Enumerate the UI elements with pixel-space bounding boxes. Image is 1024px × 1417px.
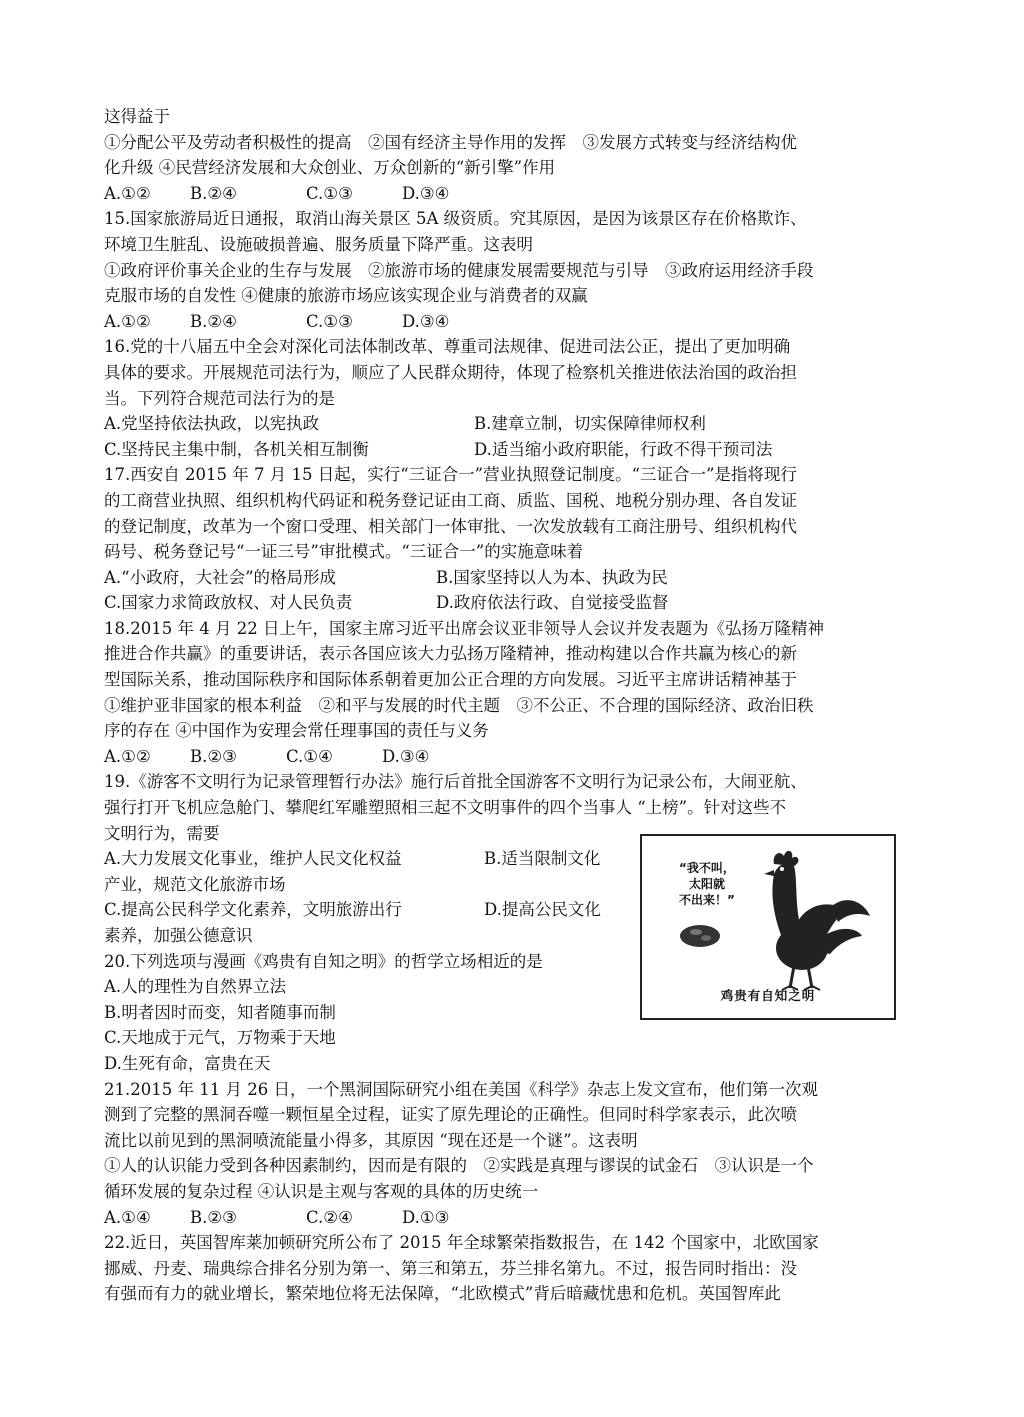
cartoon-caption: 鸡贵有自知之明 bbox=[720, 988, 816, 1003]
question-15-line: 克服市场的自发性 ④健康的旅游市场应该实现企业与消费者的双赢 bbox=[104, 286, 588, 306]
option-a: A.党坚持依法执政，以宪执政 bbox=[104, 414, 320, 434]
option-a: A.①② bbox=[104, 746, 151, 766]
question-21-line: 21.2015 年 11 月 26 日，一个黑洞国际研究小组在美国《科学》杂志上发文宣布，他们第一次观 bbox=[104, 1079, 818, 1099]
option-a: A.①② bbox=[104, 183, 151, 203]
question-15-line: 15.国家旅游局近日通报，取消山海关景区 5A 级资质。究其原因，是因为该景区存在价格欺诈、 bbox=[104, 209, 807, 229]
option-c: C.国家力求简政放权、对人民负责 bbox=[104, 593, 353, 613]
q14-options bbox=[104, 181, 934, 207]
question-17-line: 的登记制度，改革为一个窗口受理、相关部门一体审批、一次发放载有工商注册号、组织机构代 bbox=[104, 516, 797, 536]
question-18-line: ①维护亚非国家的根本利益 ②和平与发展的时代主题 ③不公正、不合理的国际经济、政治旧秩 bbox=[104, 695, 814, 715]
question-20-option: D.生死有命，富贵在天 bbox=[104, 1053, 271, 1073]
option-b-cont: 产业，规范文化旅游市场 bbox=[104, 874, 286, 894]
exam-page bbox=[104, 104, 934, 1307]
question-18-line: 序的存在 ④中国作为安理会常任理事国的责任与义务 bbox=[104, 721, 489, 741]
option-d: D.③④ bbox=[382, 746, 430, 766]
question-17-line: 17.西安自 2015 年 7 月 15 日起，实行“三证合一”营业执照登记制度。“三证合一”是指将现行 bbox=[104, 465, 797, 485]
question-15-line: 环境卫生脏乱、设施破损普遍、服务质量下降严重。这表明 bbox=[104, 234, 533, 254]
question-22-line: 有强而有力的就业增长，繁荣地位将无法保障，“北欧模式”背后暗藏忧患和危机。英国智库此 bbox=[104, 1284, 781, 1304]
question-20-line: 20.下列选项与漫画《鸡贵有自知之明》的哲学立场相近的是 bbox=[104, 951, 543, 971]
speech-line: 不出来！” bbox=[679, 893, 735, 907]
question-17-line: 的工商营业执照、组织机构代码证和税务登记证由工商、质监、国税、地税分别办理、各自发证 bbox=[104, 490, 797, 510]
q19-options-row bbox=[104, 897, 624, 923]
question-16-line: 当。下列符合规范司法行为的是 bbox=[104, 388, 335, 408]
option-d: D.①③ bbox=[402, 1207, 450, 1227]
option-d: D.③④ bbox=[402, 311, 450, 331]
question-21-line: ①人的认识能力受到各种因素制约，因而是有限的 ②实践是真理与谬误的试金石 ③认识是一个 bbox=[104, 1156, 814, 1176]
option-c: C.①③ bbox=[306, 183, 353, 203]
question-15-line: ①政府评价事关企业的生存与发展 ②旅游市场的健康发展需要规范与引导 ③政府运用经济手段 bbox=[104, 260, 814, 280]
option-b: B.②③ bbox=[190, 1207, 237, 1227]
option-b: B.②④ bbox=[190, 183, 237, 203]
option-d-cont: 素养，加强公德意识 bbox=[104, 926, 253, 945]
option-a: A.大力发展文化事业，维护人民文化权益 bbox=[104, 849, 402, 869]
option-a: A.“小政府，大社会”的格局形成 bbox=[104, 567, 337, 587]
question-22-line: 22.近日，英国智库莱加顿研究所公布了 2015 年全球繁荣指数报告，在 142 个国家中，北欧国家 bbox=[104, 1233, 819, 1253]
option-d: D.政府依法行政、自觉接受监督 bbox=[436, 593, 669, 613]
option-b: B.适当限制文化 bbox=[484, 849, 601, 869]
option-c: C.提高公民科学文化素养，文明旅游出行 bbox=[104, 900, 402, 920]
q15-options bbox=[104, 309, 934, 335]
option-c: C.坚持民主集中制，各机关相互制衡 bbox=[104, 439, 369, 459]
q16-options-row bbox=[104, 411, 934, 437]
option-a: A.①② bbox=[104, 311, 151, 331]
question-17-line: 码号、税务登记号“一证三号”审批模式。“三证合一”的实施意味着 bbox=[104, 542, 584, 562]
option-a: A.①④ bbox=[104, 1207, 151, 1227]
question-21-line: 循环发展的复杂过程 ④认识是主观与客观的具体的历史统一 bbox=[104, 1181, 539, 1201]
speech-line: 太阳就 bbox=[688, 877, 725, 891]
question-22-line: 挪威、丹麦、瑞典综合排名分别为第一、第三和第五，芬兰排名第九。不过，报告同时指出：没 bbox=[104, 1258, 797, 1278]
q17-options-row bbox=[104, 565, 934, 591]
question-20-option: B.明者因时而变，知者随事而制 bbox=[104, 1002, 336, 1022]
q19-options-row bbox=[104, 846, 624, 872]
option-c: C.①③ bbox=[306, 311, 353, 331]
option-b: B.建章立制，切实保障律师权利 bbox=[474, 414, 706, 434]
q16-options-row bbox=[104, 437, 934, 463]
bush-icon bbox=[680, 925, 720, 947]
q18-options bbox=[104, 744, 934, 770]
q17-options-row bbox=[104, 590, 934, 616]
option-b: B.国家坚持以人为本、执政为民 bbox=[436, 567, 668, 587]
question-18-line: 推进合作共赢》的重要讲话，表示各国应该大力弘扬万隆精神，推动构建以合作共赢为核心的新 bbox=[104, 644, 797, 664]
text-line: 化升级 ④民营经济发展和大众创业、万众创新的“新引擎”作用 bbox=[104, 158, 556, 178]
option-b: B.②③ bbox=[190, 746, 237, 766]
option-d: D.③④ bbox=[402, 183, 450, 203]
rooster-cartoon bbox=[640, 834, 896, 1020]
question-20-option: C.天地成于元气，万物乘于天地 bbox=[104, 1028, 336, 1048]
option-c: C.②④ bbox=[306, 1207, 353, 1227]
question-19-line: 19.《游客不文明行为记录管理暂行办法》施行后首批全国游客不文明行为记录公布，大闹亚航、 bbox=[104, 772, 807, 792]
question-16-line: 具体的要求。开展规范司法行为，顺应了人民群众期待，体现了检察机关推进依法治国的政治担 bbox=[104, 362, 797, 382]
option-c: C.①④ bbox=[286, 746, 333, 766]
option-b: B.②④ bbox=[190, 311, 237, 331]
question-20-option: A.人的理性为自然界立法 bbox=[104, 977, 287, 997]
speech-line: “我不叫， bbox=[679, 861, 735, 875]
question-18-line: 18.2015 年 4 月 22 日上午，国家主席习近平出席会议亚非领导人会议并发表题为《弘扬万隆精神 bbox=[104, 618, 824, 638]
speech-text bbox=[672, 860, 742, 908]
option-d: D.提高公民文化 bbox=[484, 900, 601, 920]
question-19-line: 文明行为，需要 bbox=[104, 823, 220, 843]
text-line: 这得益于 bbox=[104, 107, 170, 126]
option-d: D.适当缩小政府职能，行政不得干预司法 bbox=[474, 439, 773, 459]
question-21-line: 流比以前见到的黑洞喷流能量小得多，其原因 “现在还是一个谜”。这表明 bbox=[104, 1130, 638, 1150]
question-19-line: 强行打开飞机应急舱门、攀爬红军雕塑照相三起不文明事件的四个当事人 “上榜”。针对这些不 bbox=[104, 798, 787, 818]
question-16-line: 16.党的十八届五中全会对深化司法体制改革、尊重司法规律、促进司法公正，提出了更加明确 bbox=[104, 337, 791, 357]
text-line: ①分配公平及劳动者积极性的提高 ②国有经济主导作用的发挥 ③发展方式转变与经济结构优 bbox=[104, 132, 797, 152]
question-18-line: 型国际关系，推动国际秩序和国际体系朝着更加公正合理的方向发展。习近平主席讲话精神基于 bbox=[104, 670, 797, 690]
question-21-line: 测到了完整的黑洞吞噬一颗恒星全过程，证实了原先理论的正确性。但同时科学家表示，此次喷 bbox=[104, 1105, 797, 1125]
q21-options bbox=[104, 1205, 934, 1231]
